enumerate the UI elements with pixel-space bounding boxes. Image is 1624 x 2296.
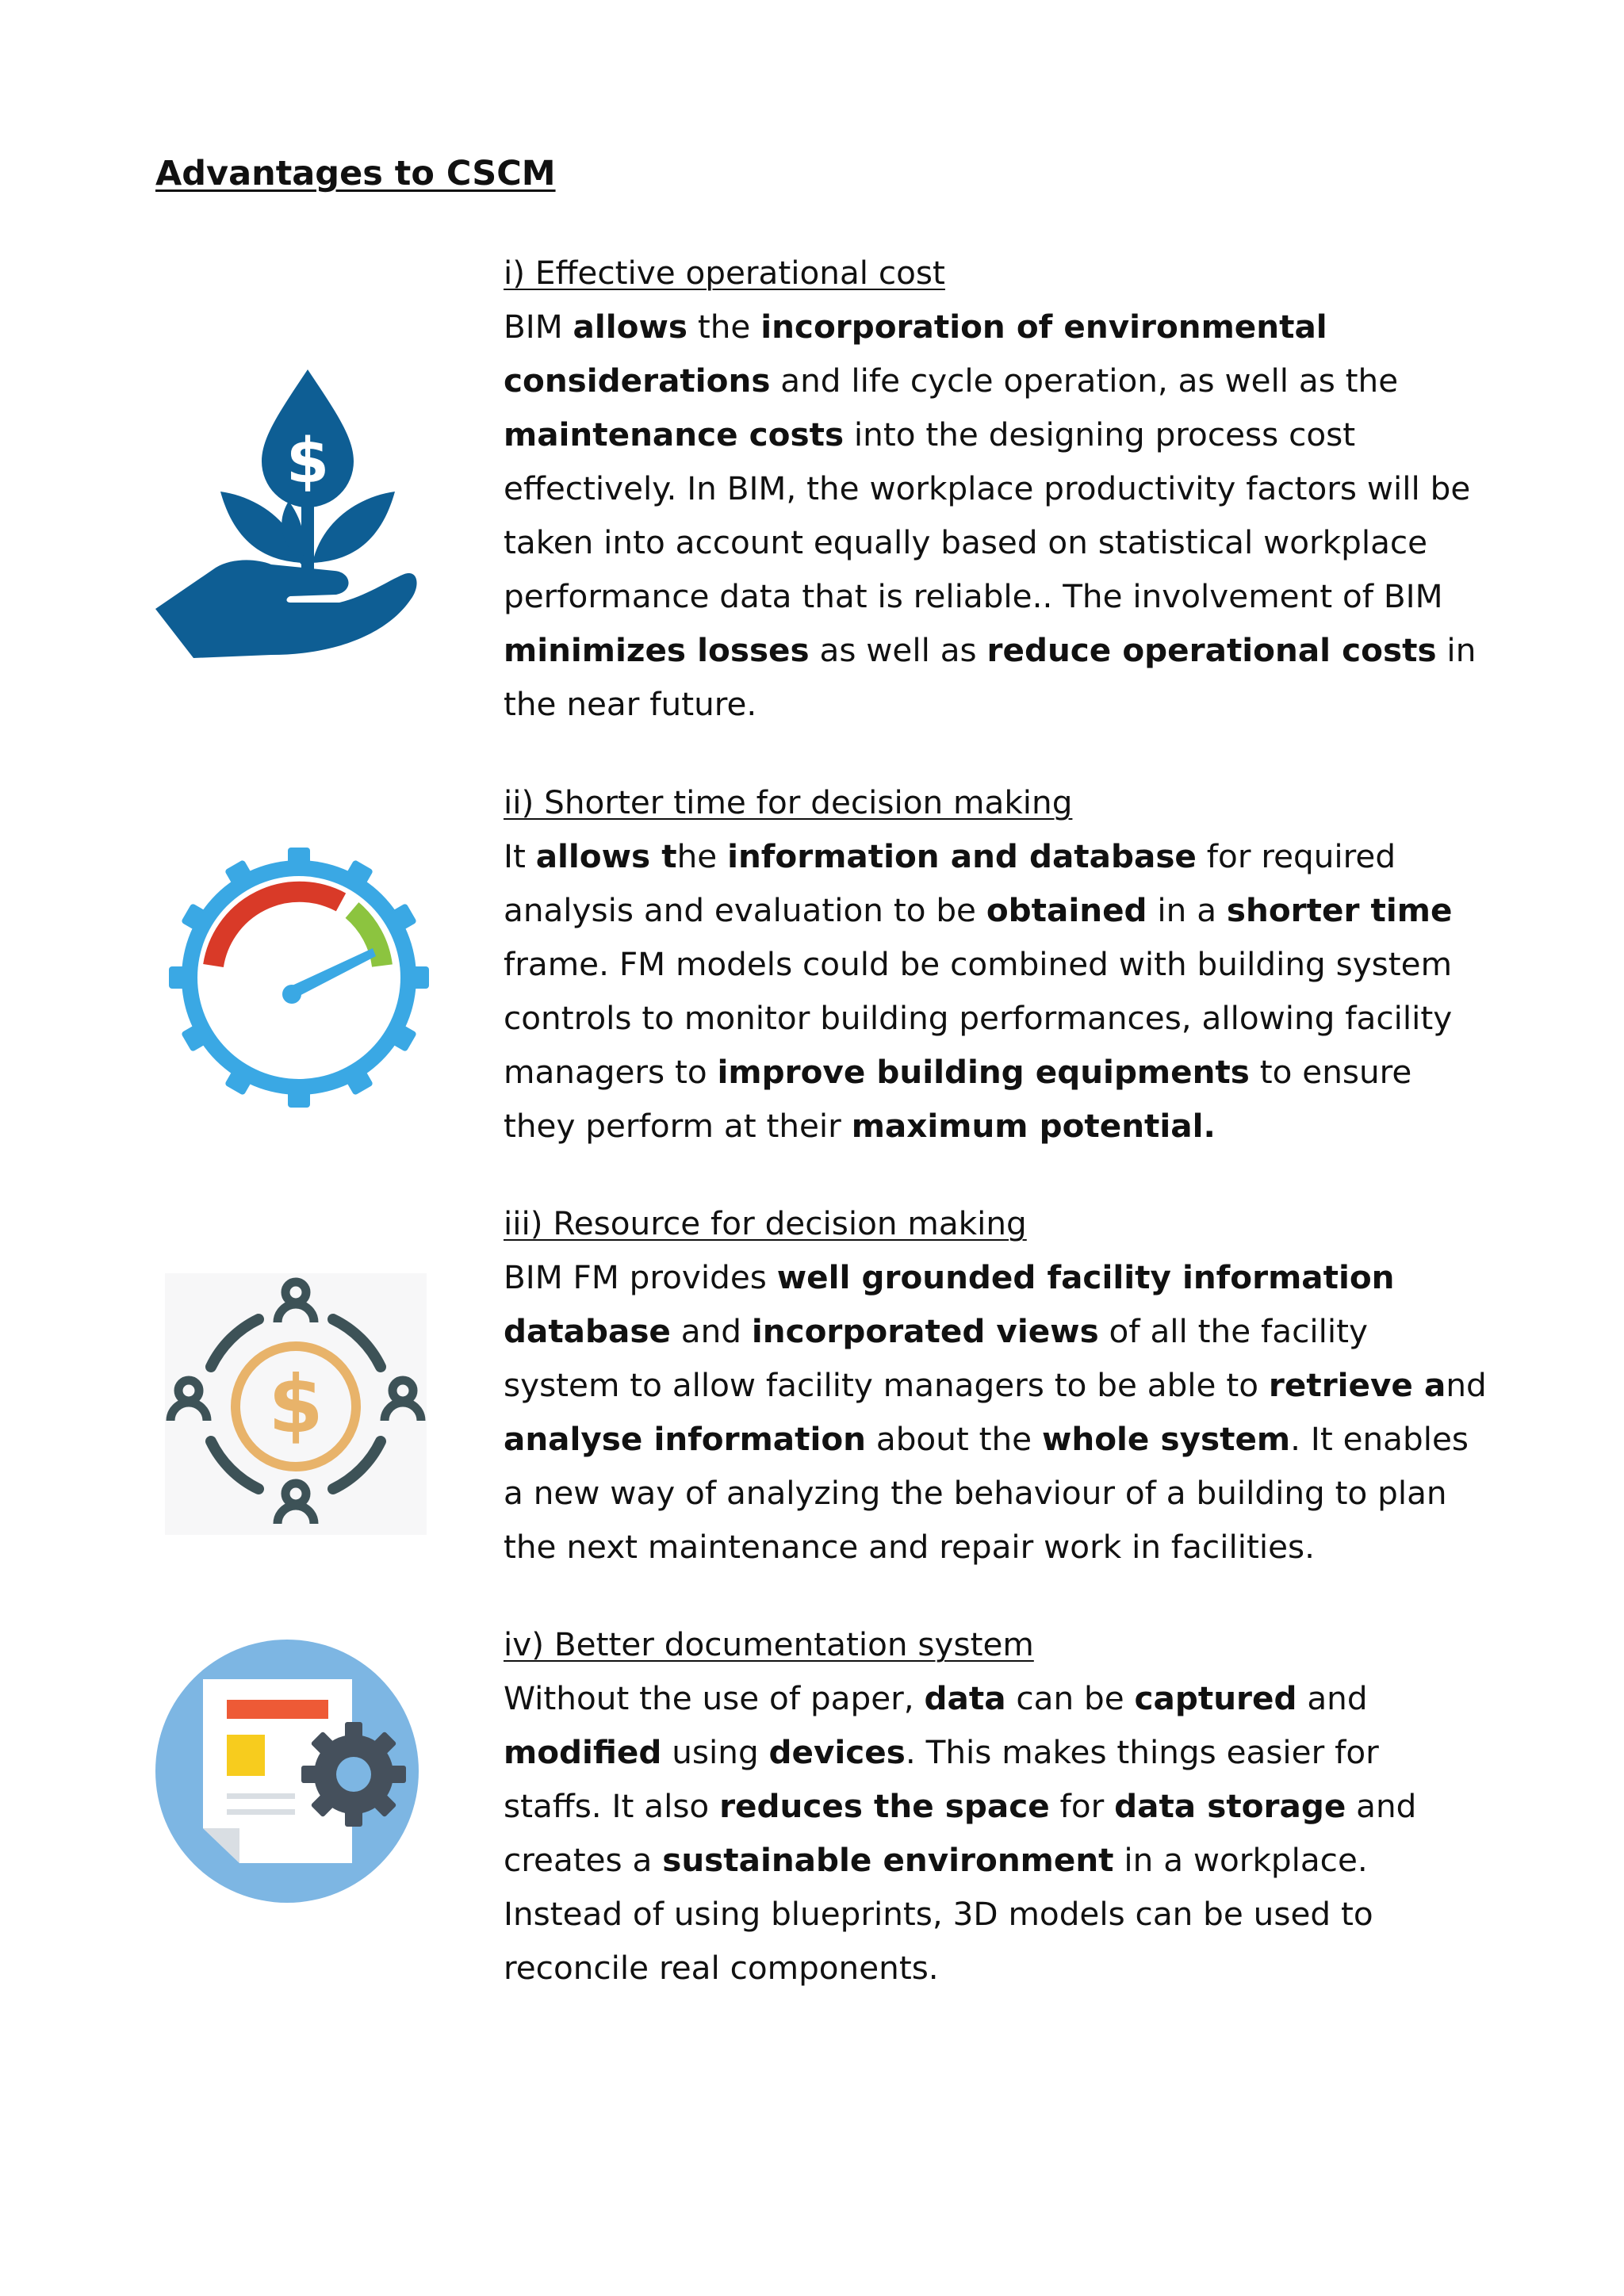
bold-text-run: data: [924, 1679, 1006, 1717]
bold-text-run: incorporated views: [751, 1312, 1099, 1350]
text-run: and: [670, 1312, 752, 1350]
text-run: to ensure they perform at their: [504, 1053, 1412, 1145]
text-run: . This makes things easier for staffs. It also: [504, 1733, 1379, 1825]
bold-text-run: captured: [1134, 1679, 1297, 1717]
text-run: frame. FM models could be combined with building system controls to monitor building performances, allowing facility managers to: [504, 945, 1453, 1091]
bold-text-run: data storage: [1114, 1787, 1346, 1825]
bold-text-run: maintenance costs: [504, 415, 845, 453]
section-shorter-time: [504, 775, 1487, 1153]
text-run: in a: [1147, 891, 1227, 929]
text-run: into the designing process cost effectively. In BIM, the workplace productivity factors will be taken into account equally based on statistical workplace performance data that is reliable.. The involvement of BIM: [504, 415, 1471, 615]
speedometer-gear-icon: [168, 847, 430, 1108]
section-body: [504, 829, 1487, 1153]
text-run: in a workplace. Instead of using blueprints, 3D models can be used to reconcile real components.: [504, 1841, 1373, 1987]
text-run: about the: [866, 1420, 1042, 1458]
text-run: and: [1297, 1679, 1368, 1717]
bold-text-run: well grounded facility information database: [504, 1258, 1395, 1350]
section-body: [504, 300, 1487, 731]
bold-text-run: incorporation of environmental considerations: [504, 308, 1327, 400]
text-run: using: [661, 1733, 769, 1771]
text-run: BIM: [504, 308, 573, 346]
bold-text-run: improve building equipments: [717, 1053, 1250, 1091]
section-heading: iii) Resource for decision making: [504, 1204, 1027, 1242]
text-run: . It enables a new way of analyzing the behaviour of a building to plan the next maintenance and repair work in facilities.: [504, 1420, 1469, 1566]
text-run: can be: [1005, 1679, 1135, 1717]
text-run: and creates a: [504, 1787, 1417, 1879]
bold-text-run: allows t: [535, 837, 677, 875]
text-run: Without the use of paper,: [504, 1679, 925, 1717]
text-run: in the near future.: [504, 631, 1477, 723]
money-plant-hand-icon: [152, 365, 422, 658]
text-run: It: [504, 837, 536, 875]
bold-text-run: whole system: [1041, 1420, 1291, 1458]
bold-text-run: shorter time: [1226, 891, 1453, 929]
text-run: he: [676, 837, 728, 875]
bold-text-run: reduce operational costs: [986, 631, 1437, 669]
people-around-dollar-icon: [165, 1273, 427, 1535]
section-documentation: [504, 1617, 1487, 1995]
bold-text-run: devices: [768, 1733, 906, 1771]
text-run: and life cycle operation, as well as the: [770, 362, 1399, 400]
text-run: for: [1049, 1787, 1115, 1825]
bold-text-run: maximum potential.: [851, 1107, 1216, 1145]
bold-text-run: modified: [504, 1733, 662, 1771]
section-heading: iv) Better documentation system: [504, 1625, 1034, 1663]
text-run: for required analysis and evaluation to be: [504, 837, 1396, 929]
bold-text-run: analyse information: [504, 1420, 867, 1458]
page-title: Advantages to CSCM: [155, 154, 556, 193]
text-run: of all the facility system to allow facility managers to be able to: [504, 1312, 1368, 1404]
section-heading: ii) Shorter time for decision making: [504, 783, 1073, 821]
section-body: [504, 1250, 1487, 1574]
bold-text-run: sustainable environment: [662, 1841, 1114, 1879]
text-run: the: [688, 308, 761, 346]
bold-text-run: retrieve a: [1268, 1366, 1446, 1404]
bold-text-run: minimizes losses: [504, 631, 810, 669]
bold-text-run: reduces the space: [719, 1787, 1050, 1825]
text-run: as well as: [809, 631, 987, 669]
document-gear-icon: [154, 1638, 420, 1904]
bold-text-run: information and database: [727, 837, 1197, 875]
section-effective-operational-cost: [504, 246, 1487, 731]
svg-text:$: $: [285, 426, 330, 497]
text-run: BIM FM provides: [504, 1258, 777, 1296]
svg-text:$: $: [268, 1358, 324, 1451]
bold-text-run: obtained: [986, 891, 1147, 929]
section-resource-decision: [504, 1196, 1487, 1574]
section-body: [504, 1671, 1487, 1995]
bold-text-run: allows: [573, 308, 688, 346]
section-heading: i) Effective operational cost: [504, 254, 945, 292]
text-run: nd: [1446, 1366, 1487, 1404]
